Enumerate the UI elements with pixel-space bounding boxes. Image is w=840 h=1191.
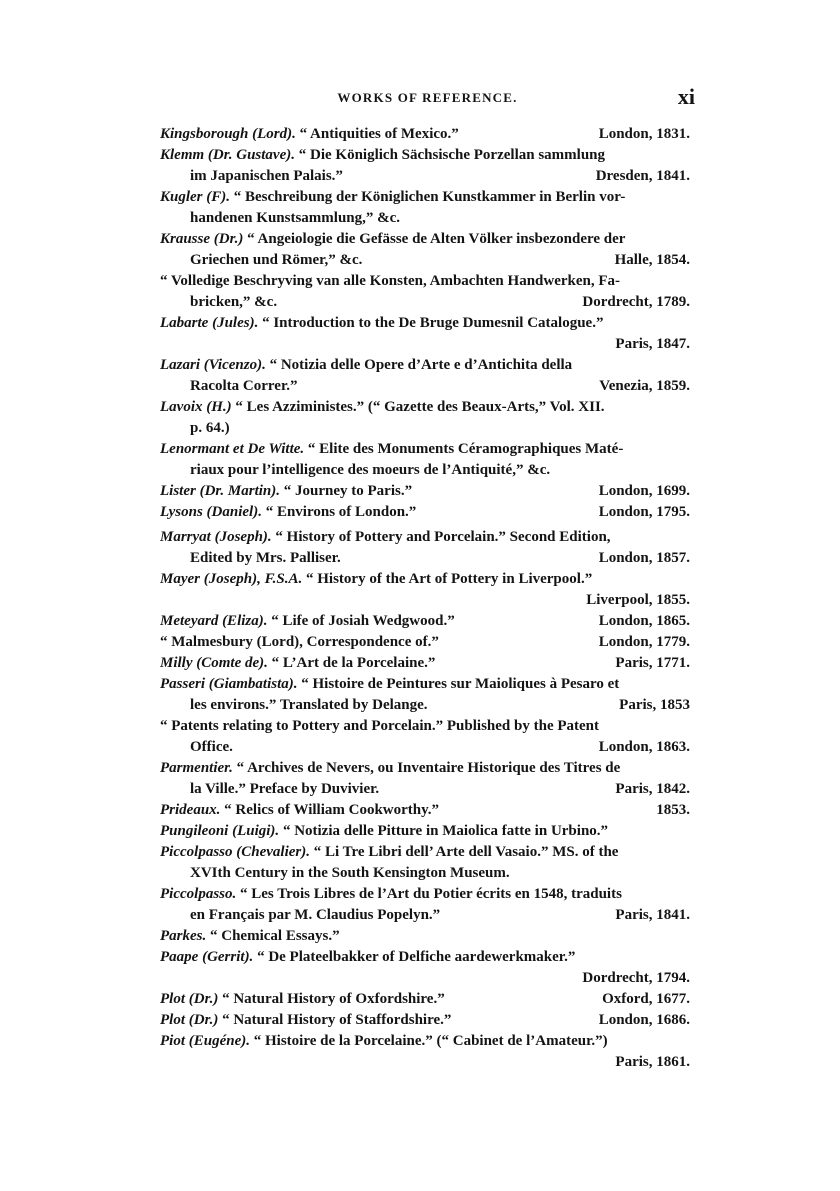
entry-continuation: riaux pour l’intelligence des moeurs de l’Antiquité,” &c. xyxy=(190,462,551,478)
entry-title: “ Les Trois Libres de l’Art du Potier écrits en 1548, traduits xyxy=(240,886,622,902)
reference-entry xyxy=(160,1010,690,1031)
entry-title: “ Li Tre Libri dell’ Arte dell Vasaio.” MS. of the xyxy=(313,844,619,860)
entry-title: “ Histoire de la Porcelaine.” (“ Cabinet de l’Amateur.”) xyxy=(253,1033,608,1049)
page-number: xi xyxy=(677,84,695,109)
entry-place-date: Dordrecht, 1789. xyxy=(582,294,690,310)
entry-title: “ Natural History of Staffordshire.” xyxy=(222,1012,452,1028)
entry-author: Kugler (F). xyxy=(160,189,231,205)
entry-first-line xyxy=(160,716,690,737)
reference-entry xyxy=(160,989,690,1010)
entry-place-date: Paris, 1842. xyxy=(615,781,690,797)
entry-title: “ Patents relating to Pottery and Porcelain.” Published by the Patent xyxy=(160,718,599,734)
entry-first-line xyxy=(160,653,690,674)
entry-author: Milly (Comte de). xyxy=(160,655,268,671)
entry-author: Plot (Dr.) xyxy=(160,991,219,1007)
entry-first-line xyxy=(160,229,690,250)
entry-first-line xyxy=(160,821,690,842)
entry-author: Plot (Dr.) xyxy=(160,1012,219,1028)
entry-author: Lavoix (H.) xyxy=(160,399,232,415)
entry-author: Kingsborough (Lord). xyxy=(160,126,296,142)
entry-title: “ Malmesbury (Lord), Correspondence of.” xyxy=(160,634,439,650)
entry-first-line xyxy=(160,439,690,460)
entry-first-line xyxy=(160,926,690,947)
reference-entry xyxy=(160,502,690,523)
reference-entry xyxy=(160,821,690,842)
entry-title: “ History of the Art of Pottery in Liverpool.” xyxy=(306,571,593,587)
entry-first-line xyxy=(160,989,690,1010)
entry-continuation: en Français par M. Claudius Popelyn.” xyxy=(190,907,441,923)
page-header xyxy=(160,86,695,110)
entry-first-line xyxy=(160,758,690,779)
entry-first-line xyxy=(160,611,690,632)
reference-entry xyxy=(160,716,690,758)
entry-title: “ Histoire de Peintures sur Maioliques à Pesaro et xyxy=(301,676,620,692)
entry-place-date: London, 1699. xyxy=(598,483,690,499)
entry-author: Lister (Dr. Martin). xyxy=(160,483,281,499)
entry-continuation: les environs.” Translated by Delange. xyxy=(190,697,428,713)
entry-author: Marryat (Joseph). xyxy=(160,529,272,545)
entry-first-line xyxy=(160,527,690,548)
reference-entry xyxy=(160,313,690,355)
entry-first-line xyxy=(160,124,690,145)
reference-entry xyxy=(160,674,690,716)
entry-title: “ Die Königlich Sächsische Porzellan sammlung xyxy=(298,147,606,163)
entry-place-date: Oxford, 1677. xyxy=(602,991,690,1007)
entry-first-line xyxy=(160,187,690,208)
entry-continuation: bricken,” &c. xyxy=(190,294,278,310)
entry-first-line xyxy=(160,145,690,166)
entry-place-date: London, 1857. xyxy=(598,550,690,566)
entry-author: Krausse (Dr.) xyxy=(160,231,244,247)
entry-author: Lysons (Daniel). xyxy=(160,504,262,520)
reference-entry xyxy=(160,1031,690,1073)
reference-entry xyxy=(160,187,690,229)
entry-title: “ Chemical Essays.” xyxy=(210,928,340,944)
reference-entry xyxy=(160,926,690,947)
entry-continuation: Griechen und Römer,” &c. xyxy=(190,252,363,268)
reference-entry xyxy=(160,842,690,884)
entry-first-line xyxy=(160,502,690,523)
entry-title: “ Relics of William Cookworthy.” xyxy=(224,802,440,818)
entry-author: Piccolpasso (Chevalier). xyxy=(160,844,310,860)
entry-title: “ Elite des Monuments Céramographiques Maté- xyxy=(307,441,624,457)
entry-place-date: London, 1831. xyxy=(598,126,690,142)
entry-first-line xyxy=(160,842,690,863)
entry-place-date: Venezia, 1859. xyxy=(599,378,690,394)
reference-entry xyxy=(160,527,690,569)
entry-first-line xyxy=(160,397,690,418)
entry-author: Prideaux. xyxy=(160,802,221,818)
entry-author: Paape (Gerrit). xyxy=(160,949,254,965)
entry-author: Piccolpasso. xyxy=(160,886,237,902)
entry-place-date: Paris, 1861. xyxy=(615,1054,690,1070)
entry-place-date: Paris, 1847. xyxy=(615,336,690,352)
entry-place-date: Paris, 1771. xyxy=(615,655,690,671)
entry-place-date: London, 1863. xyxy=(598,739,690,755)
entry-place-date: London, 1779. xyxy=(598,634,690,650)
reference-entry xyxy=(160,947,690,989)
reference-entry xyxy=(160,611,690,632)
entry-author: Mayer (Joseph), F.S.A. xyxy=(160,571,303,587)
entry-continuation: Office. xyxy=(190,739,233,755)
entry-author: Pungileoni (Luigi). xyxy=(160,823,280,839)
reference-entry xyxy=(160,481,690,502)
entry-place-date: Dordrecht, 1794. xyxy=(582,970,690,986)
entry-first-line xyxy=(160,569,690,590)
entry-first-line xyxy=(160,481,690,502)
reference-entry xyxy=(160,632,690,653)
running-title: WORKS OF REFERENCE. xyxy=(337,90,518,105)
reference-entry xyxy=(160,124,690,145)
reference-entry xyxy=(160,145,690,187)
entry-first-line xyxy=(160,674,690,695)
entry-place-date: Dresden, 1841. xyxy=(595,168,690,184)
reference-entry xyxy=(160,653,690,674)
entry-place-date: Paris, 1853 xyxy=(619,697,690,713)
entry-author: Parmentier. xyxy=(160,760,233,776)
reference-entry xyxy=(160,355,690,397)
reference-entry xyxy=(160,800,690,821)
entry-first-line xyxy=(160,800,690,821)
entry-first-line xyxy=(160,313,690,334)
entry-first-line xyxy=(160,1031,690,1052)
entry-place-date: Liverpool, 1855. xyxy=(586,592,690,608)
entry-author: Passeri (Giambatista). xyxy=(160,676,298,692)
entry-first-line xyxy=(160,355,690,376)
entry-title: “ History of Pottery and Porcelain.” Second Edition, xyxy=(275,529,611,545)
entry-title: “ Archives de Nevers, ou Inventaire Historique des Titres de xyxy=(236,760,621,776)
entry-place-date: London, 1686. xyxy=(598,1012,690,1028)
entry-place-date: Paris, 1841. xyxy=(615,907,690,923)
entry-title: “ De Plateelbakker of Delfiche aardewerkmaker.” xyxy=(257,949,576,965)
entry-author: Labarte (Jules). xyxy=(160,315,259,331)
entry-first-line xyxy=(160,1010,690,1031)
reference-entry xyxy=(160,569,690,611)
entry-author: Lenormant et De Witte. xyxy=(160,441,305,457)
reference-list xyxy=(160,124,690,1073)
entry-continuation: la Ville.” Preface by Duvivier. xyxy=(190,781,380,797)
entry-title: “ Volledige Beschryving van alle Konsten, Ambachten Handwerken, Fa- xyxy=(160,273,621,289)
reference-entry xyxy=(160,439,690,481)
entry-title: “ Environs of London.” xyxy=(265,504,417,520)
entry-author: Klemm (Dr. Gustave). xyxy=(160,147,295,163)
reference-entry xyxy=(160,229,690,271)
entry-continuation: Edited by Mrs. Palliser. xyxy=(190,550,341,566)
entry-title: “ L’Art de la Porcelaine.” xyxy=(271,655,436,671)
entry-first-line xyxy=(160,271,690,292)
entry-continuation: handenen Kunstsammlung,” &c. xyxy=(190,210,401,226)
entry-continuation: im Japanischen Palais.” xyxy=(190,168,343,184)
reference-entry xyxy=(160,884,690,926)
entry-title: “ Notizia delle Pitture in Maiolica fatte in Urbino.” xyxy=(282,823,609,839)
entry-author: Parkes. xyxy=(160,928,207,944)
entry-title: “ Natural History of Oxfordshire.” xyxy=(222,991,445,1007)
entry-place-date: 1853. xyxy=(656,802,690,818)
entry-continuation: p. 64.) xyxy=(190,420,230,436)
entry-place-date: London, 1865. xyxy=(598,613,690,629)
entry-title: “ Beschreibung der Königlichen Kunstkammer in Berlin vor- xyxy=(233,189,626,205)
entry-continuation: Racolta Correr.” xyxy=(190,378,298,394)
entry-title: “ Notizia delle Opere d’Arte e d’Antichita della xyxy=(269,357,573,373)
entry-author: Meteyard (Eliza). xyxy=(160,613,268,629)
entry-title: “ Antiquities of Mexico.” xyxy=(299,126,459,142)
entry-title: “ Introduction to the De Bruge Dumesnil Catalogue.” xyxy=(262,315,604,331)
entry-title: “ Journey to Paris.” xyxy=(283,483,413,499)
reference-entry xyxy=(160,271,690,313)
entry-place-date: Halle, 1854. xyxy=(614,252,690,268)
entry-author: Lazari (Vicenzo). xyxy=(160,357,266,373)
reference-entry xyxy=(160,397,690,439)
entry-title: “ Angeiologie die Gefässe de Alten Völker insbezondere der xyxy=(247,231,626,247)
reference-entry xyxy=(160,758,690,800)
entry-continuation: XVIth Century in the South Kensington Museum. xyxy=(190,865,510,881)
entry-author: Piot (Eugéne). xyxy=(160,1033,250,1049)
entry-place-date: London, 1795. xyxy=(598,504,690,520)
entry-title: “ Les Azziministes.” (“ Gazette des Beaux-Arts,” Vol. XII. xyxy=(235,399,605,415)
entry-first-line xyxy=(160,632,690,653)
entry-first-line xyxy=(160,947,690,968)
entry-first-line xyxy=(160,884,690,905)
entry-title: “ Life of Josiah Wedgwood.” xyxy=(271,613,455,629)
